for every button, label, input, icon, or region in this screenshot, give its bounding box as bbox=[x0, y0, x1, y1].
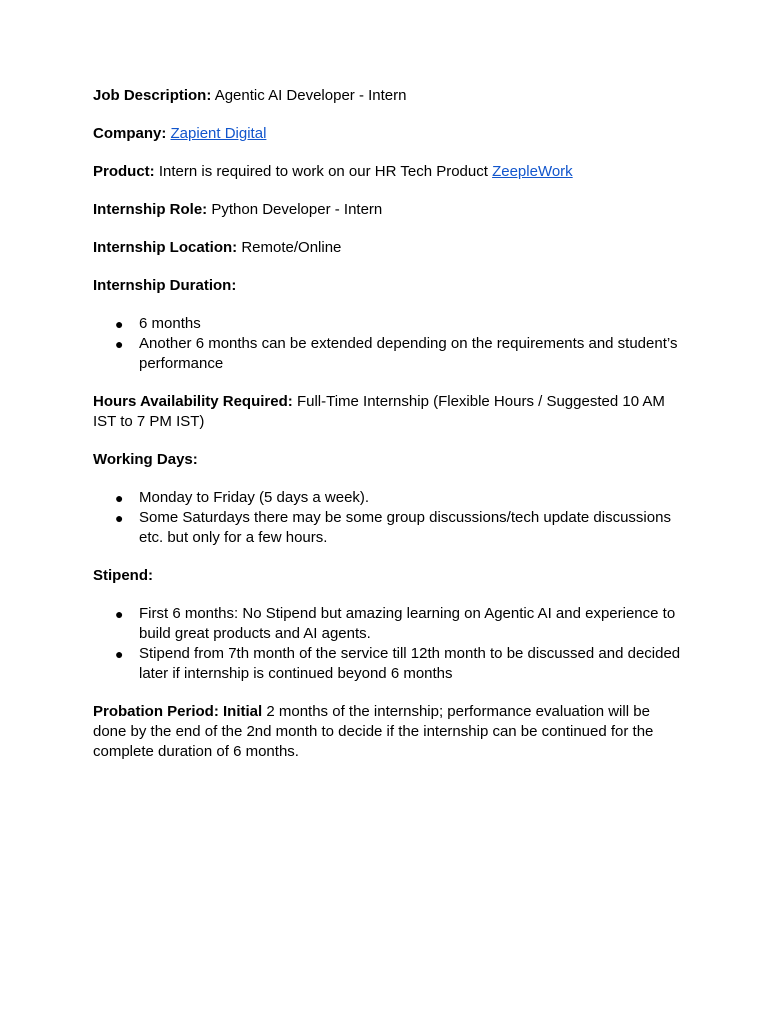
product-link[interactable]: ZeepleWork bbox=[492, 163, 573, 180]
list-item bbox=[93, 488, 683, 508]
job-description-label: Job Description: bbox=[93, 87, 212, 104]
list-item bbox=[93, 604, 683, 644]
bullet-icon: ● bbox=[115, 646, 124, 662]
bullet-icon: ● bbox=[115, 606, 124, 622]
probation-line bbox=[93, 702, 683, 762]
hours-label: Hours Availability Required: bbox=[93, 393, 293, 410]
list-item bbox=[93, 644, 683, 684]
list-item-text: First 6 months: No Stipend but amazing learning on Agentic AI and experience to build great products and AI agents. bbox=[139, 605, 676, 642]
company-line bbox=[93, 124, 683, 144]
internship-role-label: Internship Role: bbox=[93, 201, 208, 218]
job-description-line bbox=[93, 86, 683, 106]
product-text: Intern is required to work on our HR Tech Product bbox=[158, 163, 488, 180]
bullet-icon: ● bbox=[115, 490, 124, 506]
list-item-text: Monday to Friday (5 days a week). bbox=[139, 489, 370, 506]
list-item-text: Stipend from 7th month of the service till 12th month to be discussed and decided later if internship is continued beyond 6 months bbox=[139, 645, 681, 682]
list-item bbox=[93, 314, 683, 334]
hours-line bbox=[93, 392, 683, 432]
bullet-icon: ● bbox=[115, 316, 124, 332]
stipend-list bbox=[93, 604, 683, 684]
document-page bbox=[93, 86, 683, 780]
bullet-icon: ● bbox=[115, 336, 124, 352]
internship-role-value: Python Developer - Intern bbox=[211, 201, 383, 218]
list-item bbox=[93, 334, 683, 374]
internship-location-value: Remote/Online bbox=[241, 239, 342, 256]
list-item bbox=[93, 508, 683, 548]
working-days-label: Working Days: bbox=[93, 451, 198, 468]
internship-location-label: Internship Location: bbox=[93, 239, 238, 256]
probation-label: Probation Period: Initial bbox=[93, 703, 263, 720]
job-description-value: Agentic AI Developer - Intern bbox=[214, 87, 407, 104]
internship-duration-list bbox=[93, 314, 683, 374]
working-days-list bbox=[93, 488, 683, 548]
stipend-label: Stipend: bbox=[93, 567, 153, 584]
internship-duration-label: Internship Duration: bbox=[93, 277, 237, 294]
probation-value: 2 months of the internship; performance evaluation will be done by the end of the 2nd month to decide if the internship can be continued for the complete duration of 6 months. bbox=[93, 703, 654, 760]
list-item-text: 6 months bbox=[139, 315, 201, 332]
company-label: Company: bbox=[93, 125, 167, 142]
list-item-text: Some Saturdays there may be some group discussions/tech update discussions etc. but only for a few hours. bbox=[139, 509, 671, 546]
company-link[interactable]: Zapient Digital bbox=[170, 125, 267, 142]
product-label: Product: bbox=[93, 163, 155, 180]
internship-role-line bbox=[93, 200, 683, 220]
stipend-heading bbox=[93, 566, 683, 586]
bullet-icon: ● bbox=[115, 510, 124, 526]
internship-duration-heading bbox=[93, 276, 683, 296]
working-days-heading bbox=[93, 450, 683, 470]
hours-value: Full-Time Internship (Flexible Hours / Suggested 10 AM IST to 7 PM IST) bbox=[93, 393, 665, 430]
internship-location-line bbox=[93, 238, 683, 258]
product-line bbox=[93, 162, 683, 182]
list-item-text: Another 6 months can be extended depending on the requirements and student’s performance bbox=[139, 335, 678, 372]
